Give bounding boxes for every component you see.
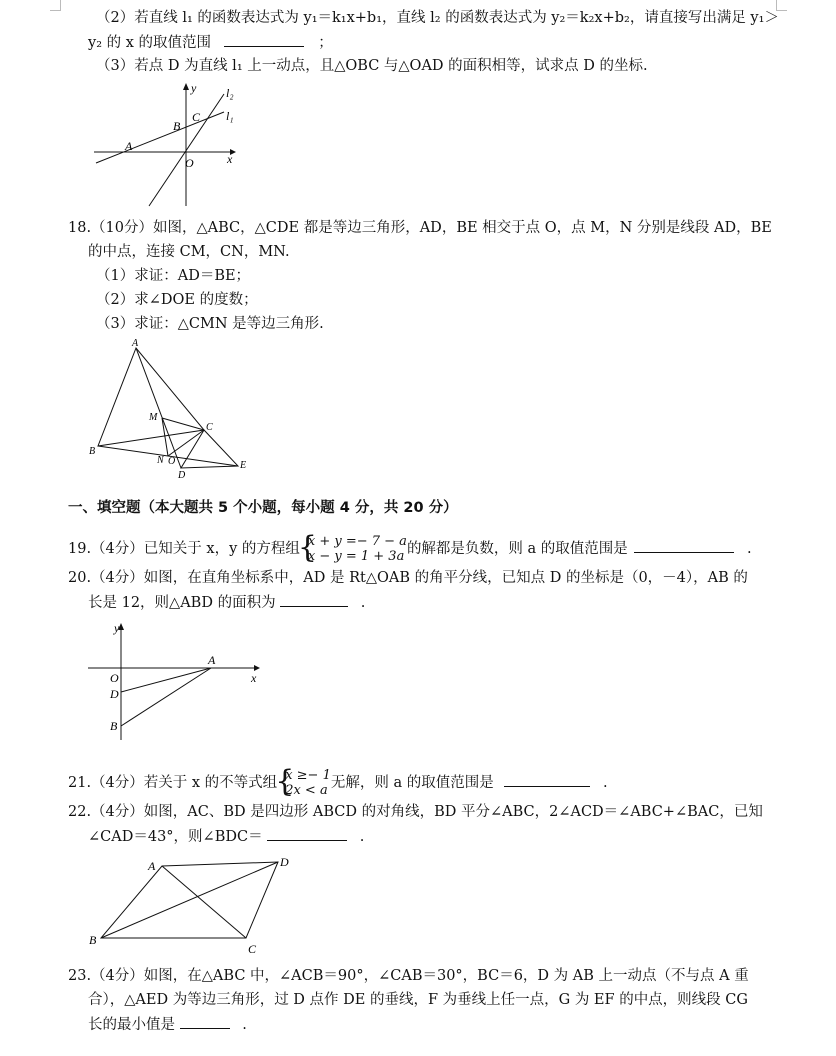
q22-line1: 22.（4分）如图，AC、BD 是四边形 ABCD 的对角线，BD 平分∠ABC，2∠ACD＝∠ABC+∠BAC，已知 bbox=[68, 804, 763, 820]
q18-line1: 18.（10分）如图，△ABC，△CDE 都是等边三角形，AD，BE 相交于点 O，点 M，N 分别是线段 AD，BE bbox=[68, 220, 772, 236]
q23-answer-blank[interactable] bbox=[180, 1014, 230, 1029]
q17-label-y: y bbox=[191, 81, 197, 95]
q23-line3-text: 长的最小值是 bbox=[88, 1017, 175, 1033]
q18-segment-cn bbox=[168, 430, 204, 456]
q18-triangle-abc bbox=[98, 348, 204, 446]
q21-eq2: 2x < a bbox=[285, 783, 328, 798]
q20-line2 bbox=[88, 592, 365, 613]
q20-label-O: O bbox=[110, 671, 119, 685]
q22-label-A: A bbox=[148, 859, 156, 873]
q19-post: 的解都是负数，则 a 的取值范围是 bbox=[406, 541, 628, 557]
q22-tail: . bbox=[359, 829, 365, 845]
q18-label-N: N bbox=[157, 455, 164, 466]
q20-label-x: x bbox=[251, 671, 257, 685]
q18-label-D: D bbox=[178, 470, 186, 481]
q17-part2-line2-text: y₂ 的 x 的取值范围 bbox=[88, 35, 212, 51]
page-corner-mark-left bbox=[50, 0, 61, 11]
q20-line1: 20.（4分）如图，在直角坐标系中，AD 是 Rt△OAB 的角平分线，已知点 D 的坐标是（0，－4），AB 的 bbox=[68, 570, 748, 586]
q20-segment-ab bbox=[121, 668, 211, 726]
q19-equation-system bbox=[300, 534, 407, 564]
q23-line1: 23.（4分）如图，在△ABC 中，∠ACB＝90°，∠CAB＝30°，BC＝6，D 为 AB 上一动点（不与点 A 重 bbox=[68, 968, 749, 984]
q20-segment-ad bbox=[121, 668, 211, 692]
q21-inequality-system bbox=[277, 768, 331, 798]
q20-label-D: D bbox=[110, 687, 119, 701]
q18-label-E: E bbox=[240, 460, 247, 471]
q18-part3: （3）求证：△CMN 是等边三角形. bbox=[96, 316, 324, 332]
q17-y-arrow bbox=[183, 83, 189, 90]
q21-tail: . bbox=[602, 775, 608, 791]
q22-label-B: B bbox=[89, 933, 97, 947]
q19-line bbox=[68, 534, 752, 564]
q20-answer-blank[interactable] bbox=[280, 592, 348, 607]
q22-line2-text: ∠CAD＝43°，则∠BDC＝ bbox=[88, 829, 263, 845]
q18-label-O: O bbox=[168, 456, 176, 467]
q18-segment-mn bbox=[162, 418, 168, 456]
q18-figure bbox=[86, 338, 256, 481]
section-heading: 一、填空题（本大题共 5 个小题，每小题 4 分，共 20 分） bbox=[68, 500, 458, 516]
q23-line2: 合），△AED 为等边三角形，过 D 点作 DE 的垂线，F 为垂线上任一点，G 为 EF 的中点，则线段 CG bbox=[88, 992, 748, 1008]
q22-label-D: D bbox=[280, 855, 289, 869]
q18-part2: （2）求∠DOE 的度数； bbox=[96, 292, 258, 308]
q23-tail: . bbox=[242, 1017, 247, 1033]
q18-line2: 的中点，连接 CM，CN，MN. bbox=[88, 244, 290, 260]
q18-label-A: A bbox=[132, 338, 139, 349]
q22-answer-blank[interactable] bbox=[267, 826, 347, 841]
q21-eq1: { x ≥− 1 bbox=[285, 768, 331, 783]
q17-figure bbox=[88, 80, 258, 210]
q19-answer-blank[interactable] bbox=[634, 538, 734, 553]
q17-label-l2: l₂ bbox=[226, 86, 234, 100]
q17-label-l1: l₁ bbox=[226, 109, 234, 123]
q17-part3: （3）若点 D 为直线 l₁ 上一动点，且△OBC 与△OAD 的面积相等，试求点 D 的坐标. bbox=[96, 58, 648, 74]
q20-label-y: y bbox=[114, 621, 120, 635]
q20-label-A: A bbox=[208, 653, 216, 667]
q21-pre: 21.（4分）若关于 x 的不等式组 bbox=[68, 775, 278, 791]
q20-line2-text: 长是 12，则△ABD 的面积为 bbox=[88, 595, 276, 611]
q19-eq1: { x + y =− 7 − a bbox=[307, 534, 407, 549]
q18-segment-cm bbox=[162, 418, 204, 430]
q17-label-A: A bbox=[125, 139, 133, 153]
q18-label-B: B bbox=[89, 446, 96, 457]
q17-part2-tail: ； bbox=[318, 35, 333, 51]
q17-part2-line1: （2）若直线 l₁ 的函数表达式为 y₁＝k₁x+b₁，直线 l₂ 的函数表达式为 y₂＝k₂x+b₂，请直接写出满足 y₁＞ bbox=[96, 10, 779, 26]
q19-tail: . bbox=[747, 541, 752, 557]
q20-label-B: B bbox=[110, 719, 118, 733]
q20-figure bbox=[88, 620, 268, 744]
q18-label-C: C bbox=[206, 422, 213, 433]
q22-line2 bbox=[88, 826, 364, 847]
q17-label-B: B bbox=[173, 119, 181, 133]
q22-figure bbox=[88, 852, 298, 962]
q20-tail: . bbox=[360, 595, 366, 611]
q17-answer-blank[interactable] bbox=[224, 32, 304, 47]
q19-pre: 19.（4分）已知关于 x，y 的方程组 bbox=[68, 541, 300, 557]
q17-part2-line2 bbox=[88, 32, 333, 53]
q17-label-O: O bbox=[185, 156, 194, 170]
q22-label-C: C bbox=[248, 942, 257, 956]
q17-line-l1 bbox=[96, 112, 224, 163]
q17-label-C: C bbox=[192, 110, 201, 124]
q17-label-x: x bbox=[227, 152, 233, 166]
q18-segment-ad bbox=[136, 348, 181, 468]
q22-diagonal-ac bbox=[162, 866, 246, 938]
q21-answer-blank[interactable] bbox=[504, 772, 590, 787]
q19-eq2: x − y = 1 + 3a bbox=[307, 549, 405, 564]
q18-label-M: M bbox=[149, 412, 158, 423]
q23-line3 bbox=[88, 1014, 247, 1035]
q21-post: 无解，则 a 的取值范围是 bbox=[330, 775, 494, 791]
q18-part1: （1）求证：AD＝BE； bbox=[96, 268, 251, 284]
q22-diagonal-bd bbox=[101, 862, 278, 938]
q21-line bbox=[68, 768, 608, 798]
